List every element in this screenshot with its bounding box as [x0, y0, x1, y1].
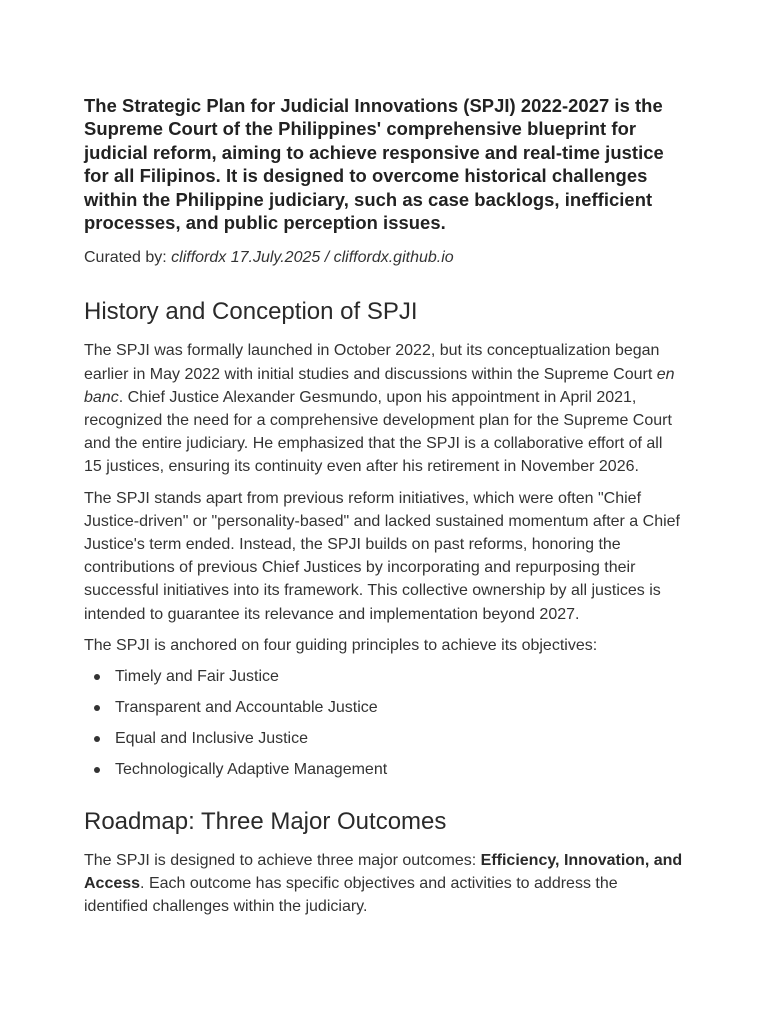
history-paragraph-2: The SPJI stands apart from previous reform initiatives, which were often "Chief Justice-driven" or "personality-based" and lacked sustained momentum after a Chief Justice's term ended. Instead, the SPJI builds on past reforms, honoring the contributions of previous Chief Justices by incorporating and repurposing their successful initiatives into its framework. This collective ownership by all justices is intended to guarantee its relevance and implementation beyond 2027.	[84, 489, 680, 623]
roadmap-p-before: The SPJI is designed to achieve three major outcomes:	[84, 852, 481, 870]
list-item	[84, 665, 684, 688]
list-item	[84, 727, 684, 750]
history-paragraph-1	[84, 339, 684, 478]
list-item	[84, 696, 684, 719]
roadmap-heading: Roadmap: Three Major Outcomes	[84, 808, 447, 836]
bullet-icon	[94, 705, 100, 711]
principle-text: Equal and Inclusive Justice	[115, 730, 308, 748]
guiding-principles-list	[84, 665, 684, 781]
curated-label: Curated by:	[84, 249, 172, 267]
roadmap-p-after: . Each outcome has specific objectives and activities to address the identified challenges within the judiciary.	[84, 875, 618, 916]
curated-value: cliffordx 17.July.2025 / cliffordx.github.io	[171, 249, 454, 267]
history-heading: History and Conception of SPJI	[84, 298, 418, 326]
bullet-icon	[94, 767, 100, 773]
history-p1-before: The SPJI was formally launched in October 2022, but its conceptualization began earlier in May 2022 with initial studies and discussions within the Supreme Court	[84, 342, 660, 383]
principle-text: Technologically Adaptive Management	[115, 761, 388, 779]
history-p1-italic: en banc	[84, 365, 675, 406]
roadmap-paragraph	[84, 849, 684, 919]
history-paragraph-3: The SPJI is anchored on four guiding principles to achieve its objectives:	[84, 636, 598, 654]
principle-text: Transparent and Accountable Justice	[115, 699, 378, 717]
roadmap-p-bold: Efficiency, Innovation, and Access	[84, 852, 683, 893]
list-item	[84, 758, 684, 781]
principle-text: Timely and Fair Justice	[115, 668, 279, 686]
intro-paragraph: The Strategic Plan for Judicial Innovations (SPJI) 2022-2027 is the Supreme Court of the Philippines' comprehensive blueprint for judicial reform, aiming to achieve responsive and real-time justice for all Filipinos. It is designed to overcome historical challenges within the Philippine judiciary, such as case backlogs, inefficient processes, and public perception issues.	[84, 95, 664, 234]
history-p1-after: . Chief Justice Alexander Gesmundo, upon his appointment in April 2021, recognized the need for a comprehensive development plan for the Supreme Court and the entire judiciary. He emphasized that the SPJI is a collaborative effort of all 15 justices, ensuring its continuity even after his retirement in November 2026.	[84, 388, 672, 476]
curated-by-line	[84, 246, 684, 269]
bullet-icon	[94, 736, 100, 742]
bullet-icon	[94, 674, 100, 680]
